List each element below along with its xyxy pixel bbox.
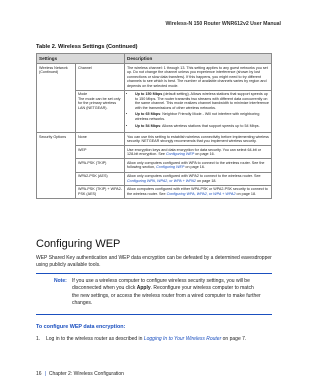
option-label: Up to 54 Mbps bbox=[135, 123, 161, 128]
table-caption: Table 2. Wireless Settings (Continued) bbox=[36, 44, 138, 50]
chapter-title: Chapter 2: Wireless Configuration bbox=[48, 371, 124, 377]
wireless-settings-table bbox=[36, 53, 272, 199]
setting-description: Allow only computers configured with WPA2 to connect to the wireless router. See Configuring WPA, WPA2, or WPA + WPA2 on page 18. bbox=[125, 172, 272, 185]
option-text: : Neighbor Friendly Mode - Will not interfere with neighboring wireless networks. bbox=[135, 112, 260, 121]
list-item bbox=[135, 124, 269, 129]
setting-name: WPA2-PSK (AES) bbox=[76, 172, 125, 185]
setting-name: WPA-PSK (TKIP) bbox=[76, 159, 125, 172]
note-bottom-divider bbox=[36, 314, 272, 315]
setting-description: Allow only computers configured with WPA to connect to the wireless router. See the following section, Configuring WEP on page 16. bbox=[125, 159, 272, 172]
setting-name: WEP bbox=[76, 146, 125, 159]
mode-options-list bbox=[127, 92, 269, 128]
setting-description: You can use this setting to establish wireless connectivity before implementing wireless security. NETGEAR strongly recommends that you implement wireless security. bbox=[125, 132, 272, 145]
setting-description: Allow computers configured with either WPA-PSK or WPA2-PSK security to connect to the wireless router. See Configuring WPA, WPA2, or WPA + WPA2 on page 18. bbox=[125, 185, 272, 198]
table-row bbox=[37, 64, 272, 91]
cross-reference-link[interactable]: Configuring WPA, WPA2, or WPA + WPA2 bbox=[166, 191, 236, 196]
setting-name: None bbox=[76, 132, 125, 145]
apply-keyword: Apply bbox=[136, 285, 151, 292]
procedure-heading: To configure WEP data encryption: bbox=[36, 324, 126, 330]
setting-description: The wireless channel: 1 through 13. This setting applies to any guest networks you set up. Do not change the channel unless you experience interference (shown by lost connections or slow data transfers). If this happens, you might need to try different channels to see which is best. The number of available channels varies by region and depends on the selected mode. bbox=[125, 64, 272, 91]
list-item bbox=[135, 92, 269, 110]
page-number: 16 bbox=[36, 371, 42, 377]
setting-name: WPA-PSK (TKIP) + WPA2-PSK (AES) bbox=[76, 185, 125, 198]
setting-name: Mode The mode can be set only for the primary wireless LAN (NETGEAR). bbox=[76, 90, 125, 132]
setting-description: Use encryption keys and data encryption for data security. You can select 64-bit or 128-bit encryption. See Configuring WEP on page 16. bbox=[125, 146, 272, 159]
section-heading: Configuring WEP bbox=[36, 238, 121, 250]
setting-description bbox=[125, 90, 272, 132]
option-label: Up to 65 Mbps bbox=[135, 112, 161, 117]
setting-name: Channel bbox=[76, 64, 125, 91]
note-text: If you use a wireless computer to configure wireless security settings, you will be disconnected when you click Apply. Reconfigure your wireless computer to match the new settings, or access the wireless router from a wired computer to make further changes. bbox=[72, 278, 261, 307]
group-label-wireless: Wireless Network (Continued) bbox=[37, 64, 76, 133]
column-header-settings: Settings bbox=[37, 54, 125, 64]
table-header-row bbox=[37, 54, 272, 64]
step-text: Log in to the wireless router as described in Logging In to Your Wireless Router on page 7. bbox=[46, 336, 247, 342]
footer-separator: | bbox=[44, 371, 46, 377]
cross-reference-link[interactable]: Logging In to Your Wireless Router bbox=[143, 336, 222, 342]
intro-paragraph: WEP Shared Key authentication and WEP data encryption can be defeated by a determined eavesdropper using publicly available tools. bbox=[36, 255, 272, 268]
cross-reference-link[interactable]: Configuring WPA, WPA2, or WPA + WPA2 bbox=[127, 178, 196, 183]
option-text: : Allows wireless stations that support speeds up to 54 Mbps. bbox=[160, 123, 260, 128]
column-header-description: Description bbox=[125, 54, 272, 64]
page-header: Wireless-N 150 Router WNR612v2 User Manual bbox=[165, 21, 281, 27]
cross-reference-link[interactable]: Configuring WEP bbox=[165, 152, 195, 157]
page-footer bbox=[36, 371, 124, 377]
list-item bbox=[36, 336, 272, 343]
option-text: (default setting). Allows wireless stations that support speeds up to 150 Mbps. The router transmits two streams with different data concurrently on the same channel. This mode realizes channel bandwidth to minimize interference with the transmissions of other wireless networks. bbox=[135, 92, 269, 110]
table-row bbox=[37, 132, 272, 145]
list-item bbox=[135, 112, 269, 121]
option-label: Up to 150 Mbps bbox=[135, 92, 163, 97]
cross-reference-link[interactable]: Configuring WEP bbox=[156, 165, 185, 170]
note-label: Note: bbox=[54, 278, 67, 284]
group-label-security: Security Options bbox=[37, 132, 76, 198]
step-number: 1. bbox=[36, 336, 41, 342]
note-top-divider bbox=[36, 273, 272, 274]
